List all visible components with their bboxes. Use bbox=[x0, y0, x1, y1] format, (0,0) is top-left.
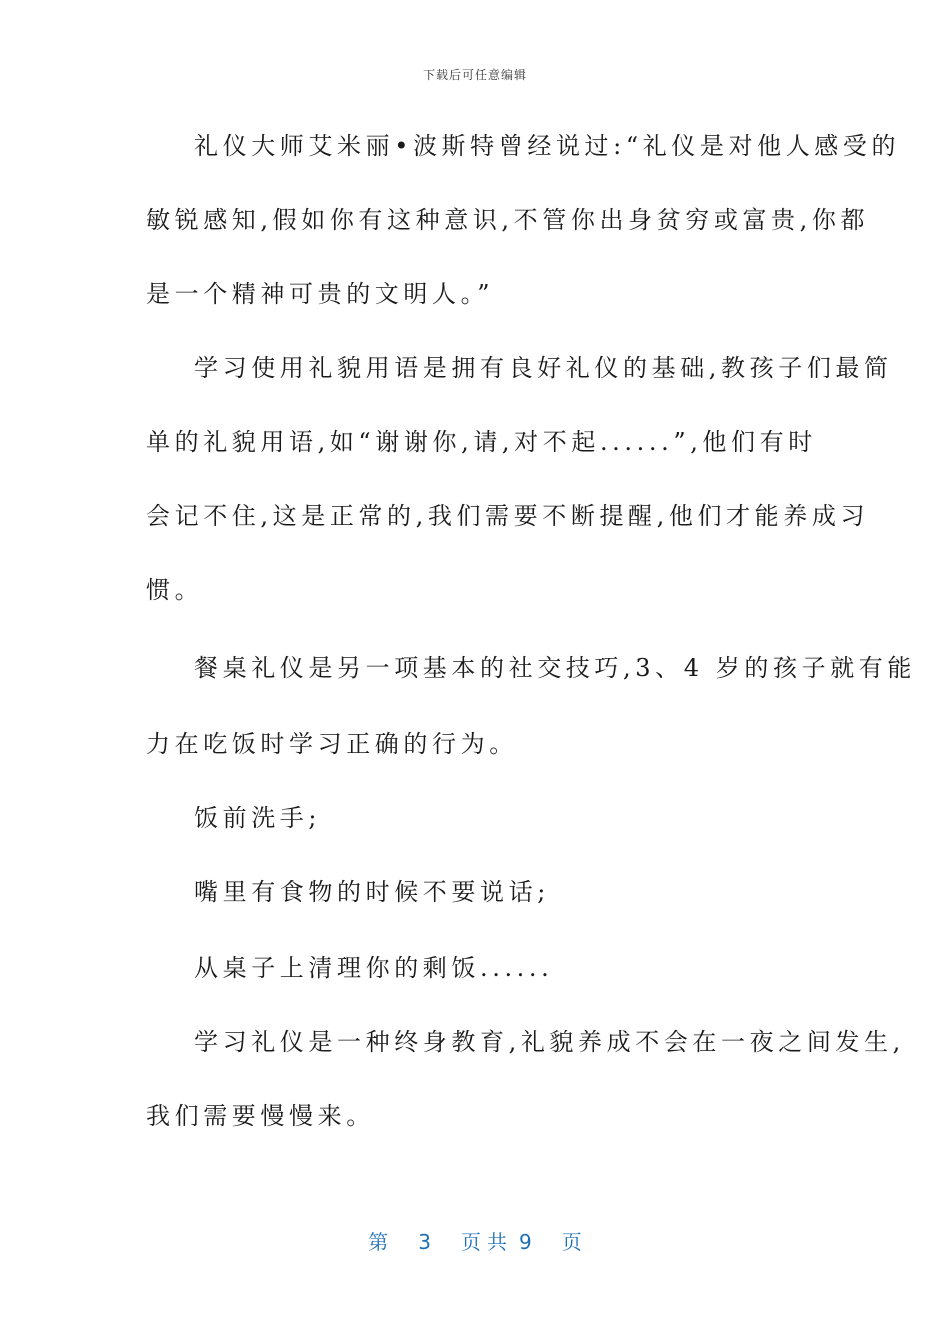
list-line: 从桌子上清理你的剩饭...... bbox=[194, 954, 554, 982]
footer-suffix: 页 bbox=[561, 1230, 582, 1254]
header-note: 下载后可任意编辑 bbox=[422, 68, 527, 82]
paragraph-line: 惯。 bbox=[146, 576, 204, 604]
paragraph-line: 餐桌礼仪是另一项基本的社交技巧,3、4 岁的孩子就有能 bbox=[194, 654, 916, 682]
paragraph-line: 是一个精神可贵的文明人。” bbox=[146, 280, 495, 308]
footer-prefix: 第 bbox=[368, 1230, 389, 1254]
paragraph-line: 我们需要慢慢来。 bbox=[146, 1102, 375, 1130]
paragraph-line: 学习使用礼貌用语是拥有良好礼仪的基础,教孩子们最简 bbox=[194, 354, 893, 382]
paragraph-line: 学习礼仪是一种终身教育,礼貌养成不会在一夜之间发生, bbox=[194, 1028, 905, 1056]
paragraph-line: 礼仪大师艾米丽•波斯特曾经说过:“礼仪是对他人感受的 bbox=[194, 132, 901, 160]
paragraph-line: 敏锐感知,假如你有这种意识,不管你出身贫穷或富贵,你都 bbox=[146, 206, 870, 234]
paragraph-line: 力在吃饭时学习正确的行为。 bbox=[146, 730, 518, 758]
list-line: 饭前洗手; bbox=[194, 804, 322, 832]
list-line: 嘴里有食物的时候不要说话; bbox=[194, 878, 550, 906]
footer-current-page: 3 bbox=[418, 1230, 431, 1254]
footer-middle: 页共 bbox=[461, 1230, 513, 1254]
page-number-footer bbox=[0, 1226, 950, 1255]
paragraph-line: 单的礼貌用语,如“谢谢你,请,对不起......”,他们有时 bbox=[146, 428, 817, 456]
footer-total-pages: 9 bbox=[519, 1230, 532, 1254]
paragraph-line: 会记不住,这是正常的,我们需要不断提醒,他们才能养成习 bbox=[146, 502, 870, 530]
